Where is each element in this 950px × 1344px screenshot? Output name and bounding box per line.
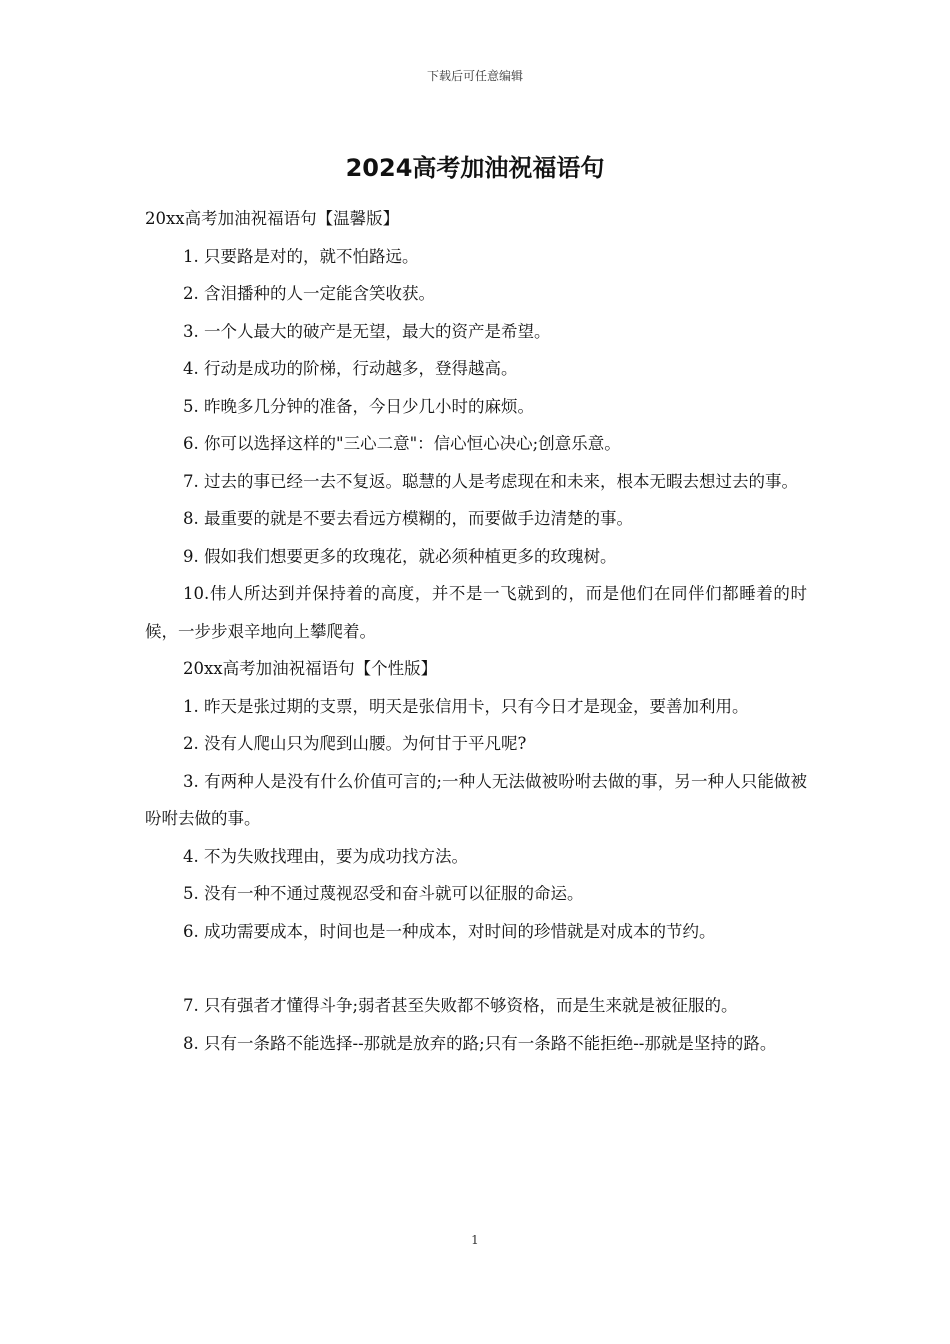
document-title: 2024高考加油祝福语句	[345, 154, 605, 182]
list-item: 6. 你可以选择这样的"三心二意"：信心恒心决心;创意乐意。	[183, 434, 621, 453]
list-item: 4. 行动是成功的阶梯，行动越多，登得越高。	[183, 359, 518, 378]
list-item: 8. 只有一条路不能选择--那就是放弃的路;只有一条路不能拒绝--那就是坚持的路。	[183, 1033, 777, 1053]
page-number: 1	[471, 1233, 479, 1247]
list-item: 6. 成功需要成本，时间也是一种成本，对时间的珍惜就是对成本的节约。	[183, 921, 716, 941]
list-item: 7. 只有强者才懂得斗争;弱者甚至失败都不够资格，而是生来就是被征服的。	[183, 996, 738, 1015]
list-item: 3. 一个人最大的破产是无望，最大的资产是希望。	[183, 321, 551, 341]
list-item: 2. 含泪播种的人一定能含笑收获。	[183, 284, 435, 303]
list-item: 4. 不为失败找理由，要为成功找方法。	[183, 846, 468, 866]
list-item: 3. 有两种人是没有什么价值可言的;一种人无法做被吩咐去做的事，另一种人只能做被吩咐去做的事。	[145, 771, 807, 828]
section-heading-warm: 20xx高考加油祝福语句【温馨版】	[145, 209, 400, 228]
page-header: 下载后可任意编辑	[426, 69, 523, 83]
list-item: 1. 只要路是对的，就不怕路远。	[183, 246, 419, 266]
list-item: 8. 最重要的就是不要去看远方模糊的，而要做手边清楚的事。	[183, 509, 633, 528]
list-item: 10.伟人所达到并保持着的高度，并不是一飞就到的，而是他们在同伴们都睡着的时候，一步步艰辛地向上攀爬着。	[145, 584, 807, 641]
list-item: 5. 昨晚多几分钟的准备，今日少几小时的麻烦。	[183, 396, 534, 416]
document-body	[145, 200, 807, 1062]
list-item: 5. 没有一种不通过蔑视忍受和奋斗就可以征服的命运。	[183, 884, 584, 903]
list-item: 9. 假如我们想要更多的玫瑰花，就必须种植更多的玫瑰树。	[183, 546, 617, 566]
list-item: 2. 没有人爬山只为爬到山腰。为何甘于平凡呢?	[183, 734, 527, 753]
list-item: 7. 过去的事已经一去不复返。聪慧的人是考虑现在和未来，根本无暇去想过去的事。	[183, 471, 798, 491]
section-heading-personality: 20xx高考加油祝福语句【个性版】	[183, 659, 438, 678]
list-item: 1. 昨天是张过期的支票，明天是张信用卡，只有今日才是现金，要善加利用。	[183, 696, 749, 716]
